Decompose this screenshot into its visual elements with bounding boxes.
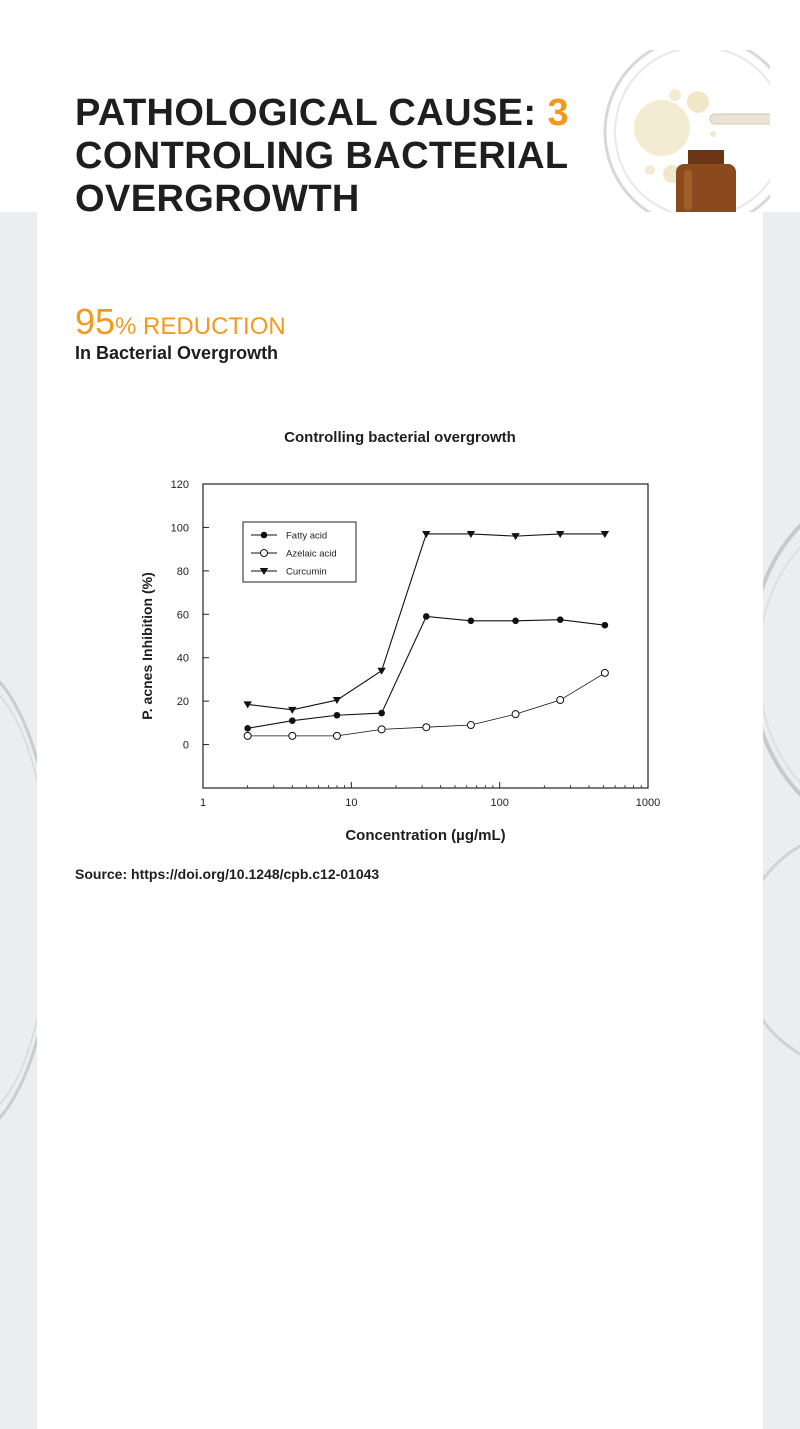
x-tick-label: 1000 bbox=[635, 797, 661, 809]
stat-label: REDUCTION bbox=[136, 313, 286, 340]
data-point-azelaic-acid bbox=[601, 669, 608, 676]
y-tick-label: 60 bbox=[176, 609, 189, 622]
legend-label-curcumin: Curcumin bbox=[286, 566, 327, 578]
data-point-fatty-acid bbox=[468, 618, 475, 625]
data-point-fatty-acid bbox=[512, 618, 519, 625]
y-tick-label: 100 bbox=[170, 522, 189, 535]
x-tick-label: 1 bbox=[199, 797, 207, 809]
y-tick-label: 0 bbox=[182, 739, 189, 752]
stat-headline bbox=[75, 300, 286, 349]
title-prefix: PATHOLOGICAL CAUSE: bbox=[75, 92, 548, 134]
serum-dropper-illustration bbox=[600, 50, 770, 212]
data-point-azelaic-acid bbox=[378, 726, 385, 733]
data-point-azelaic-acid bbox=[333, 732, 340, 739]
data-point-azelaic-acid bbox=[557, 697, 564, 704]
legend-label-azelaic-acid: Azelaic acid bbox=[286, 548, 337, 560]
page-title bbox=[75, 92, 595, 221]
data-point-fatty-acid bbox=[334, 712, 341, 719]
y-tick-label: 80 bbox=[176, 565, 189, 578]
stat-percent: % bbox=[115, 313, 137, 340]
data-point-fatty-acid bbox=[557, 616, 564, 623]
data-point-fatty-acid bbox=[289, 717, 296, 724]
source-citation: Source: https://doi.org/10.1248/cpb.c12-01043 bbox=[75, 866, 380, 882]
x-axis-label: Concentration (µg/mL) bbox=[345, 827, 506, 844]
data-point-azelaic-acid bbox=[244, 732, 251, 739]
y-axis-label: P. acnes Inhibition (%) bbox=[139, 572, 155, 720]
stat-subtitle: In Bacterial Overgrowth bbox=[75, 343, 279, 363]
data-point-azelaic-acid bbox=[512, 711, 519, 718]
data-point-azelaic-acid bbox=[423, 724, 430, 731]
y-tick-label: 40 bbox=[176, 652, 189, 665]
data-point-azelaic-acid bbox=[467, 722, 474, 729]
inhibition-chart bbox=[0, 460, 800, 860]
data-point-azelaic-acid bbox=[289, 732, 296, 739]
data-point-fatty-acid bbox=[423, 613, 430, 620]
legend-marker-fatty-acid bbox=[261, 532, 268, 539]
y-tick-label: 20 bbox=[176, 696, 189, 709]
title-number: 3 bbox=[547, 92, 569, 134]
legend-label-fatty-acid: Fatty acid bbox=[286, 530, 328, 542]
data-point-fatty-acid bbox=[244, 725, 251, 732]
x-tick-label: 10 bbox=[345, 797, 358, 809]
stat-value: 95 bbox=[75, 301, 116, 342]
y-tick-label: 120 bbox=[170, 479, 189, 491]
title-rest: CONTROLING BACTERIAL OVERGROWTH bbox=[75, 135, 568, 220]
legend-marker-azelaic-acid bbox=[261, 550, 268, 557]
data-point-fatty-acid bbox=[602, 622, 609, 629]
chart-title: Controlling bacterial overgrowth bbox=[284, 429, 516, 446]
x-tick-label: 100 bbox=[490, 797, 509, 809]
data-point-fatty-acid bbox=[378, 710, 385, 717]
